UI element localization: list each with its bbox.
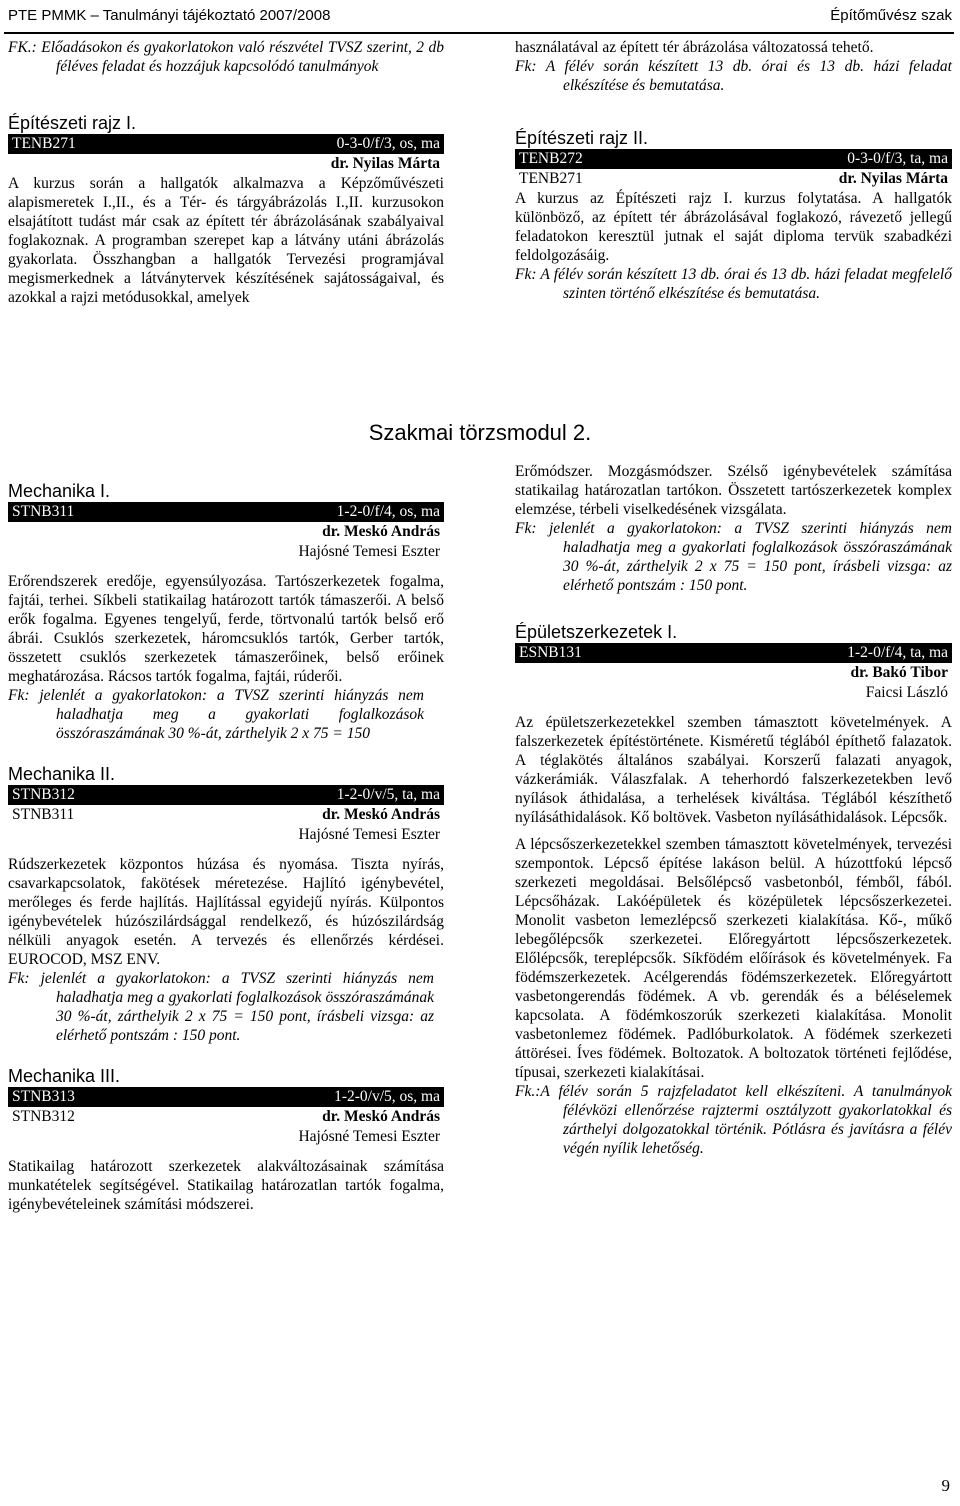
header-left: PTE PMMK – Tanulmányi tájékoztató 2007/2008 (8, 7, 331, 24)
course-fk: Fk.:A félév során 5 rajzfeladatot kell elkészíteni. A tanulmányok félévközi ellenőrzése rajztermi osztályzott gyakorlatokkal és zárthelyi dolgozatokkal történik. Pótlásra és javításra a félév végén nyílik lehetőség. (515, 1083, 952, 1157)
page-number: 9 (941, 1476, 950, 1495)
course-description: A kurzus során a hallgatók alkalmazva a Képzőművészeti alapismeretek I.,II., és a Tér- és tárgyábrázolás I.,II. kurzusokon elsajátított tudást már csak az épített tér ábrázolásának szabályaival foglakoznak. A programban szerepet kap a látvány utáni ábrázolás gyakorlata. Összhangban a hallgatók Tervezési programjával megismerkednek a látványtervek készítésének sajátosságaival, és azokkal a rajzi metódusokkal, amelyek (8, 175, 444, 306)
course-code-bar (8, 134, 444, 154)
course-title: Mechanika III. (8, 1066, 121, 1086)
header-right: Építőművész szak (830, 7, 952, 24)
continued-fk: Fk: jelenlét a gyakorlatokon: a TVSZ szerinti hiányzás nem haladhatja meg a gyakorlati foglalkozások összóraszámának 30 %-át, zárthelyik 2 x 75 = 150 pont, írásbeli vizsga: az elérhető pontszám : 150 pont. (515, 520, 952, 594)
section-title: Szakmai törzsmodul 2. (368, 420, 592, 445)
intro-requirements: FK.: Előadásokon és gyakorlatokon való részvétel TVSZ szerint, 2 db féléves feladat és hozzájuk kapcsolódó tanulmányok (8, 39, 444, 75)
course-fk: Fk: A félév során készített 13 db. órai és 13 db. házi feladat megfelelő szinten történő elkészítése és bemutatása. (515, 266, 952, 302)
course-teacher-2: Hajósné Temesi Eszter (298, 826, 440, 843)
continued-description: Erőmódszer. Mozgásmódszer. Szélső igénybevételek számítása statikailag határozatlan tartókon. Összetett tartószerkezetek komplex elemzése, térbeli viselkedésének vizsgálata. (515, 463, 952, 518)
course-code: ESNB131 (519, 644, 582, 661)
course-title: Mechanika I. (8, 481, 111, 501)
course-title: Építészeti rajz I. (8, 113, 137, 133)
course-teacher-2: Hajósné Temesi Eszter (298, 1128, 440, 1145)
course-credits: 1-2-0/v/5, os, ma (334, 1088, 440, 1105)
course-teacher-2: Hajósné Temesi Eszter (298, 543, 440, 560)
course-teacher-2: Faicsi László (865, 684, 948, 701)
course-prerequisite: TENB271 (519, 170, 583, 187)
left-top-column (8, 38, 444, 307)
course-code-bar (8, 785, 444, 805)
course-title: Épületszerkezetek I. (515, 622, 678, 642)
course-code: TENB272 (519, 150, 583, 167)
course-meta-row (8, 1107, 444, 1127)
continued-fk: Fk: A félév során készített 13 db. órai és 13 db. házi feladat elkészítése és bemutatása. (515, 58, 952, 94)
course-description: Erőrendszerek eredője, egyensúlyozása. Tartószerkezetek fogalma, fajtái, terhei. Síkbeli statikailag határozott tartók támaszerői. A belső erők fogalma. Egyenes tengelyű, ferde, törtvonalú tartók belső erő ábrái. Csuklós szerkezetek, háromcsuklós tartók, Gerber tartók, összetett csuklós szerkezetek támaszerőinek, belső erőinek meghatározása. Rácsos tartók fogalma, fajtái, rúderői. (8, 573, 444, 685)
left-bottom-column (8, 480, 444, 1214)
course-description: Rúdszerkezetek központos húzása és nyomása. Tiszta nyírás, csavarkapcsolatok, fakötések méretezése. Hajlító igénybevétel, merőleges és ferde hajlítás. Hajlítással egyidejű nyírás. Külpontos igénybevételek húzószilárdsággal rendelkező, és húzószilárdság nélküli anyagok esetén. A tervezés és ellenőrzés kérdései. EUROCOD, MSZ ENV. (8, 856, 444, 968)
course-prerequisite: STNB311 (12, 806, 75, 823)
course-title: Építészeti rajz II. (515, 128, 649, 148)
course-code-bar (515, 149, 952, 169)
course-credits: 0-3-0/f/3, ta, ma (847, 150, 948, 167)
course-teacher: dr. Meskó András (322, 523, 440, 540)
course-code-bar (515, 643, 952, 663)
continued-description: használatával az épített tér ábrázolása változatossá tehető. (515, 39, 874, 56)
course-teacher: dr. Meskó András (322, 806, 440, 823)
course-teacher: dr. Nyilas Márta (838, 170, 948, 187)
course-credits: 1-2-0/v/5, ta, ma (336, 786, 440, 803)
course-teacher: dr. Bakó Tibor (850, 664, 948, 681)
course-code: STNB313 (12, 1088, 75, 1105)
course-fk: Fk: jelenlét a gyakorlatokon: a TVSZ szerinti hiányzás nem haladhatja meg a gyakorlati foglalkozások összóraszámának 30 %-át, zárthelyik 2 x 75 = 150 (8, 687, 424, 742)
course-code: STNB312 (12, 786, 75, 803)
course-code-bar (8, 502, 444, 522)
course-credits: 0-3-0/f/3, os, ma (336, 135, 440, 152)
page-header (4, 2, 954, 34)
course-description: Statikailag határozott szerkezetek alakváltozásainak számítása munkatételek segítségével. Statikailag határozatlan tartók fogalma, igénybevételeinek számítási módszerei. (8, 1158, 444, 1213)
course-meta-row (515, 169, 952, 189)
right-bottom-column (515, 462, 952, 1158)
course-code: STNB311 (12, 503, 75, 520)
course-description: A kurzus az Építészeti rajz I. kurzus folytatása. A hallgatók különböző, az épített tér ábrázolásával foglakozó, rávezető jellegű feladatokon keresztül jutnak el saját diploma tervük szabadkézi feldolgozásáig. (515, 190, 952, 264)
course-teacher: dr. Meskó András (322, 1108, 440, 1125)
course-prerequisite: STNB312 (12, 1108, 75, 1125)
course-code: TENB271 (12, 135, 76, 152)
course-credits: 1-2-0/f/4, ta, ma (847, 644, 948, 661)
course-credits: 1-2-0/f/4, os, ma (336, 503, 440, 520)
course-description-2: A lépcsőszerkezetekkel szemben támasztott követelmények, tervezési szempontok. Lépcső építése lakáson belül. A húzottfokú lépcső szerkezeti megoldásai. Belsőlépcső vasbetonból, fémből, fából. Lépcsőházak. Lakóépületek és középületek lépcsőszerkezetei. Monolit vasbeton lemezlépcső szerkezeti kialakítása. Kő-, műkő lebegőlépcsők szerkezetei. Előregyártott lépcsőszerkezetek. Előlépcsők, tereplépcsők. Síkfödém előírások és követelmények. Fa födémszerkezetek. Acélgerendás födémszerkezetek. Előregyártott vasbetongerendás födémek. A vb. gerendák és a béléselemek kapcsolata. A födémkoszorúk szerkezeti kialakítása. Monolit vasbetonlemez födémek. Padlóburkolatok. A födémek szerkezeti áttörései. Íves födémek. Boltozatok. A boltozatok történeti fejlődése, típusai, szerkezeti kialakításai. (515, 836, 952, 1081)
course-code-bar (8, 1087, 444, 1107)
course-teacher: dr. Nyilas Márta (330, 155, 440, 172)
right-top-column (515, 38, 952, 303)
course-fk: Fk: jelenlét a gyakorlatokon: a TVSZ szerinti hiányzás nem haladhatja meg a gyakorlati foglalkozások összóraszámának 30 %-át, zárthelyik 2 x 75 = 150 pont, írásbeli vizsga: az elérhető pontszám : 150 pont. (8, 970, 434, 1044)
course-description: Az épületszerkezetekkel szemben támasztott követelmények. A falszerkezetek építéstörténete. Kisméretű téglából építhető falazatok. A téglakötés általános szabályai. Korszerű falazati anyagok, vázkerámiák. Válaszfalak. A teherhordó falszerkezetekben levő nyílások áthidalása, a terhelések kiváltása. Téglából készíthető nyílásáthidalások. Kő boltövek. Vasbeton nyílásáthidalások. Lépcsők. (515, 714, 952, 826)
course-meta-row (8, 805, 444, 825)
course-title: Mechanika II. (8, 764, 116, 784)
